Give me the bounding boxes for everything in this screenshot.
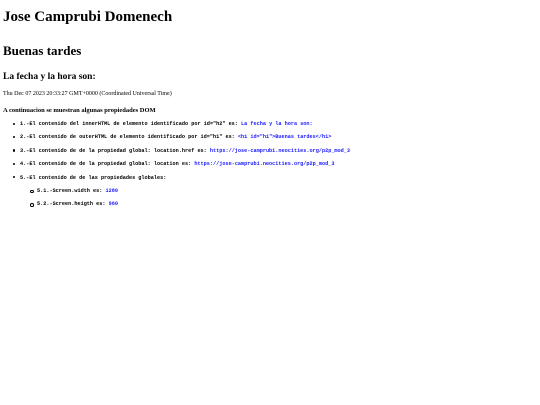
property-label: 5.1.-Screen.width es: (37, 187, 103, 194)
sub-list-item (30, 200, 537, 208)
property-value: https://jose-camprubi.neocities.org/p2p_mod_3 (194, 161, 335, 168)
property-value: https://jose-camprubi.neocities.org/p2p_mod_3 (209, 147, 350, 154)
global-properties-sublist (20, 187, 537, 208)
property-label: 5.-El contenido de de las propiedades globales: (20, 174, 167, 181)
property-value: 960 (108, 201, 118, 208)
list-item (13, 147, 537, 155)
property-label: 3.-El contenido de de la propiedad global: location.href es: (20, 147, 207, 154)
property-label: 2.-El contenido de outerHTML de elemento identificado por id="h1" es: (20, 134, 235, 141)
property-label: 1.-El contenido del innerHTML de elemento identificado por id="h2" es: (20, 121, 238, 127)
property-label: 4.-El contenido de de la propiedad global: location es: (20, 161, 192, 168)
list-item (13, 120, 537, 128)
date-heading: La fecha y la hora son: (3, 72, 96, 82)
list-item (13, 160, 537, 168)
page-content (3, 0, 537, 214)
sub-list-item (30, 187, 537, 195)
list-item (13, 174, 537, 209)
dom-properties-list (3, 120, 537, 208)
property-value: <h1 id="h1">Buenas tardes</h1> (237, 134, 332, 141)
list-item (13, 133, 537, 141)
greeting-heading: Buenas tardes (3, 43, 82, 58)
property-value: La fecha y la hora son: (241, 121, 313, 127)
current-datetime: Thu Dec 07 2023 20:33:27 GMT+0000 (Coordinated Universal Time) (3, 91, 172, 97)
property-value: 1280 (105, 187, 118, 194)
dom-properties-heading: A continuacion se muestran algunas propiedades DOM (3, 107, 156, 114)
author-name-heading: Jose Camprubi Domenech (3, 9, 173, 25)
property-label: 5.2.-Screen.heigth es: (37, 201, 106, 208)
